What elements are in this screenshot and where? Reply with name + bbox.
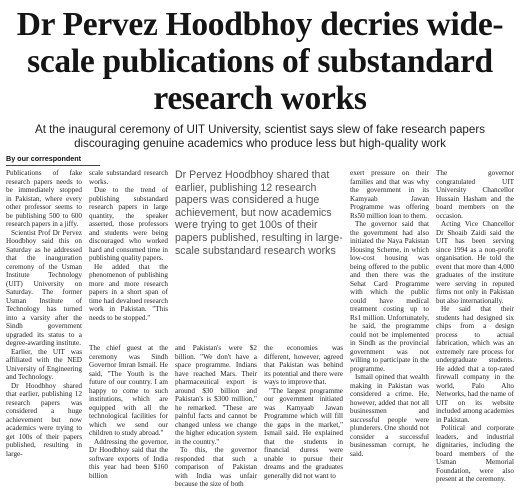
byline: By our correspondent bbox=[6, 154, 100, 166]
paragraph: scale substandard research works. bbox=[89, 169, 168, 186]
column-1 bbox=[6, 169, 82, 458]
paragraph: The chief guest at the ceremony was Sindh Governor Imran Ismail. He said, "The Youth is the future of our country. I am happy to come to such institutions, which are equipped with all the technological facilities for which we send our children to study abroad." bbox=[89, 344, 168, 437]
paragraph: Earlier, the UIT was affiliated with the NED University of Engineering and Technology. bbox=[6, 347, 82, 381]
deck: At the inaugural ceremony of UIT University, scientist says slew of fake research papers discouraging genuine academics who produce less but high-quality work bbox=[35, 123, 485, 150]
paragraph: Dr Hoodbhoy shared that earlier, publishing 12 research papers was considered a huge achievement but now academics were trying to get 100s of their papers published, resulting in large- bbox=[6, 381, 82, 458]
paragraph: and Pakistan's were $2 billion. "We don't have a space programme. Indians have reached Mars. Their pharmaceutical export is around $30 billion and Pakistan's is $300 million," he remarked. "These are painful facts and cannot be changed unless we change the higher education system in the country." bbox=[175, 344, 257, 446]
paragraph: The governor said that the government had also initiated the Naya Pakistan Housing Scheme, in which low-cost housing was being offered to the public and then there was the Sehat Card Programme with which the public could have medical treatment costing up to Rs1 million. Unfortunately, he said, the programme could not be implemented in Sindh as the provincial government was not willing to participate in the programme. bbox=[350, 220, 429, 373]
paragraph: "The largest programme our government initiated was Kamyaab Jawan Programme which will fill the gaps in the market," Ismail said. He explained that the students in financial duress were unable to pursue their dreams and the graduates generally did not want to bbox=[264, 386, 343, 480]
paragraph: Addressing the governor, Dr Hoodbhoy said that the software exports of India this year had been $160 billion bbox=[89, 437, 168, 480]
column-5 bbox=[350, 169, 429, 458]
paragraph: The governor congratulated UIT University Chancellor Hussain Hasham and the board members on the occasion. bbox=[436, 169, 514, 220]
article-body bbox=[6, 169, 514, 488]
pull-quote: Dr Pervez Hoodbhoy shared that earlier, publishing 12 research papers was considered a huge achievement, but now academics were trying to get 100s of their papers published, resulting in large-scale substandard research works bbox=[175, 169, 343, 257]
paragraph: He said that their students had designed six chips from a design process to actual fabrication, which was an extremely rare process for undergraduate students. He added that a top-rated firewall company in the world, Palo Alto Networks, had the name of UIT on its website included among academies in Pakistan. bbox=[436, 305, 514, 424]
headline: Dr Pervez Hoodbhoy decries wide-scale publications of substandard research works bbox=[16, 6, 504, 117]
paragraph: To this, the governor responded that such a comparison of Pakistan with India was unfair because the size of both bbox=[175, 446, 257, 488]
paragraph: exert pressure on their families and that was why the government in its Kamyaab Jawan Programme was offering Rs50 million loan to them. bbox=[350, 169, 429, 220]
column-6 bbox=[436, 169, 514, 483]
paragraph: Due to the trend of publishing substandard research papers in large quantity, the speaker asserted, those professors and students were being discouraged who worked hard and consumed time in publishing quality papers. bbox=[89, 186, 168, 262]
paragraph: Publications of fake research papers needs to be immediately stopped in Pakistan, where every other professor seems to be publishing 500 to 600 research papers in a jiffy. bbox=[6, 169, 82, 228]
paragraph: the economies was different, however, agreed that Pakistan was behind its potential and there were ways to improve that. bbox=[264, 344, 343, 386]
column-3 bbox=[175, 344, 257, 488]
paragraph: He added that the phenomenon of publishing more and more research papers in a short span of time had devalued research work in Pakistan. "This needs to be stopped." bbox=[89, 262, 168, 322]
column-4 bbox=[264, 344, 343, 480]
paragraph: Ismail opined that wealth making in Pakistan was considered a crime. He, however, added that not all businessmen and successful people were plunderers. One should not consider a successful businessman corrupt, he said. bbox=[350, 373, 429, 458]
column-2-continued bbox=[89, 344, 168, 480]
paragraph: Acting Vice Chancellor Dr Shoaib Zaidi said the UIT has been serving since 1994 as a non-profit organisation. He told the event that more than 4,000 graduates of the institute were serving in reputed firms not only in Pakistan but also internationally. bbox=[436, 220, 514, 305]
column-2 bbox=[89, 169, 168, 341]
paragraph: Political and corporate leaders, and industrial dignitaries, including the board members of the Usman Memorial Foundation, were also present at the ceremony. bbox=[436, 424, 514, 483]
paragraph: Scientist Prof Dr Pervez Hoodbhoy said this on Saturday as he addressed that the inauguration ceremony of the Usman Institute Technology (UIT) University on Saturday. The former Usman Institute of Technology has turned into a varsity after the Sindh government upgraded its status to a degree-awarding institute. bbox=[6, 228, 82, 347]
